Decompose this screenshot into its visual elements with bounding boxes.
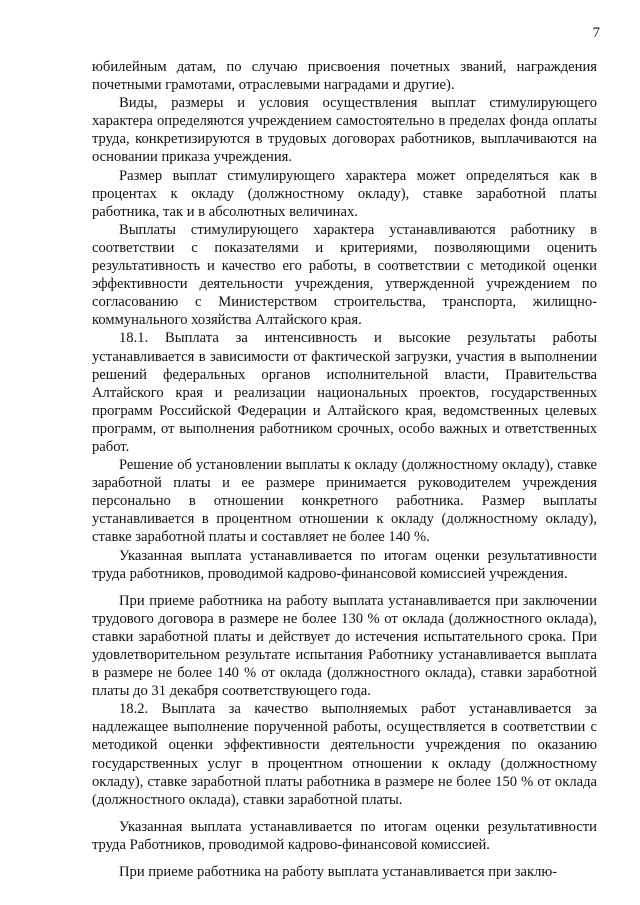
document-body [92, 58, 597, 881]
paragraph: юбилейным датам, по случаю присвоения почетных званий, награждения почетными грамотами, отраслевыми наградами и другие). [92, 59, 597, 94]
page-number: 7 [592, 25, 600, 41]
paragraph: Указанная выплата устанавливается по итогам оценки результативности труда работников, проводимой кадрово-финансовой комиссией учреждения. [92, 547, 597, 582]
paragraph: При приеме работника на работу выплата устанавливается при заклю- [119, 864, 558, 881]
paragraph: 18.1. Выплата за интенсивность и высокие результаты работы устанавливается в зависимости от фактической загрузки, участия в выполнении решений федеральных органов исполнительной власти, Правительства Алтайского края и реализации национальных проектов, государственных программ Российской Федерации и Алтайского края, ведомственных целевых программ, от выполнения работником срочных, особо важных и ответственных работ. [92, 330, 597, 455]
paragraph: 18.2. Выплата за качество выполняемых работ устанавливается за надлежащее выполнение порученной работы, осуществляется в соответствии с методикой оценки эффективности деятельности учреждения по оказанию государственных услуг в процентном отношении к окладу (должностному окладу), ставке заработной платы работника в размере не более 150 % от оклада (должностного оклада), ставки заработной платы. [92, 701, 597, 808]
paragraph: Выплаты стимулирующего характера устанавливаются работнику в соответствии с показателями и критериями, позволяющими оценить результативность и качество его работы, в соответствии с методикой оценки эффективности деятельности учреждения, утвержденной учреждением по согласованию с Министерством строительства, транспорта, жилищно-коммунального хозяйства Алтайского края. [92, 221, 597, 329]
paragraph: Размер выплат стимулирующего характера может определяться как в процентах к окладу (должностному окладу), ставке заработной платы работника, так и в абсолютных величинах. [92, 167, 597, 220]
paragraph: При приеме работника на работу выплата устанавливается при заключении трудового договора в размере не более 130 % от оклада (должностного оклада), ставки заработной платы и действует до истечения испытательного срока. При удовлетворительном результате испытания Работнику устанавливается выплата в размере не более 140 % от оклада (должностного оклада), ставки заработной платы до 31 декабря соответствующего года. [92, 592, 597, 700]
paragraph: Виды, размеры и условия осуществления выплат стимулирующего характера определяются учреждением самостоятельно в пределах фонда оплаты труда, конкретизируются в трудовых договорах работников, выплачиваются на основании приказа учреждения. [92, 95, 597, 166]
paragraph: Решение об установлении выплаты к окладу (должностному окладу), ставке заработной платы и ее размере принимается руководителем учреждения персонально в отношении конкретного работника. Размер выплаты устанавливается в процентном отношении к окладу (должностному окладу), ставке заработной платы и составляет не более 140 %. [92, 457, 597, 546]
paragraph: Указанная выплата устанавливается по итогам оценки результативности труда Работников, проводимой кадрово-финансовой комиссией. [92, 818, 597, 853]
